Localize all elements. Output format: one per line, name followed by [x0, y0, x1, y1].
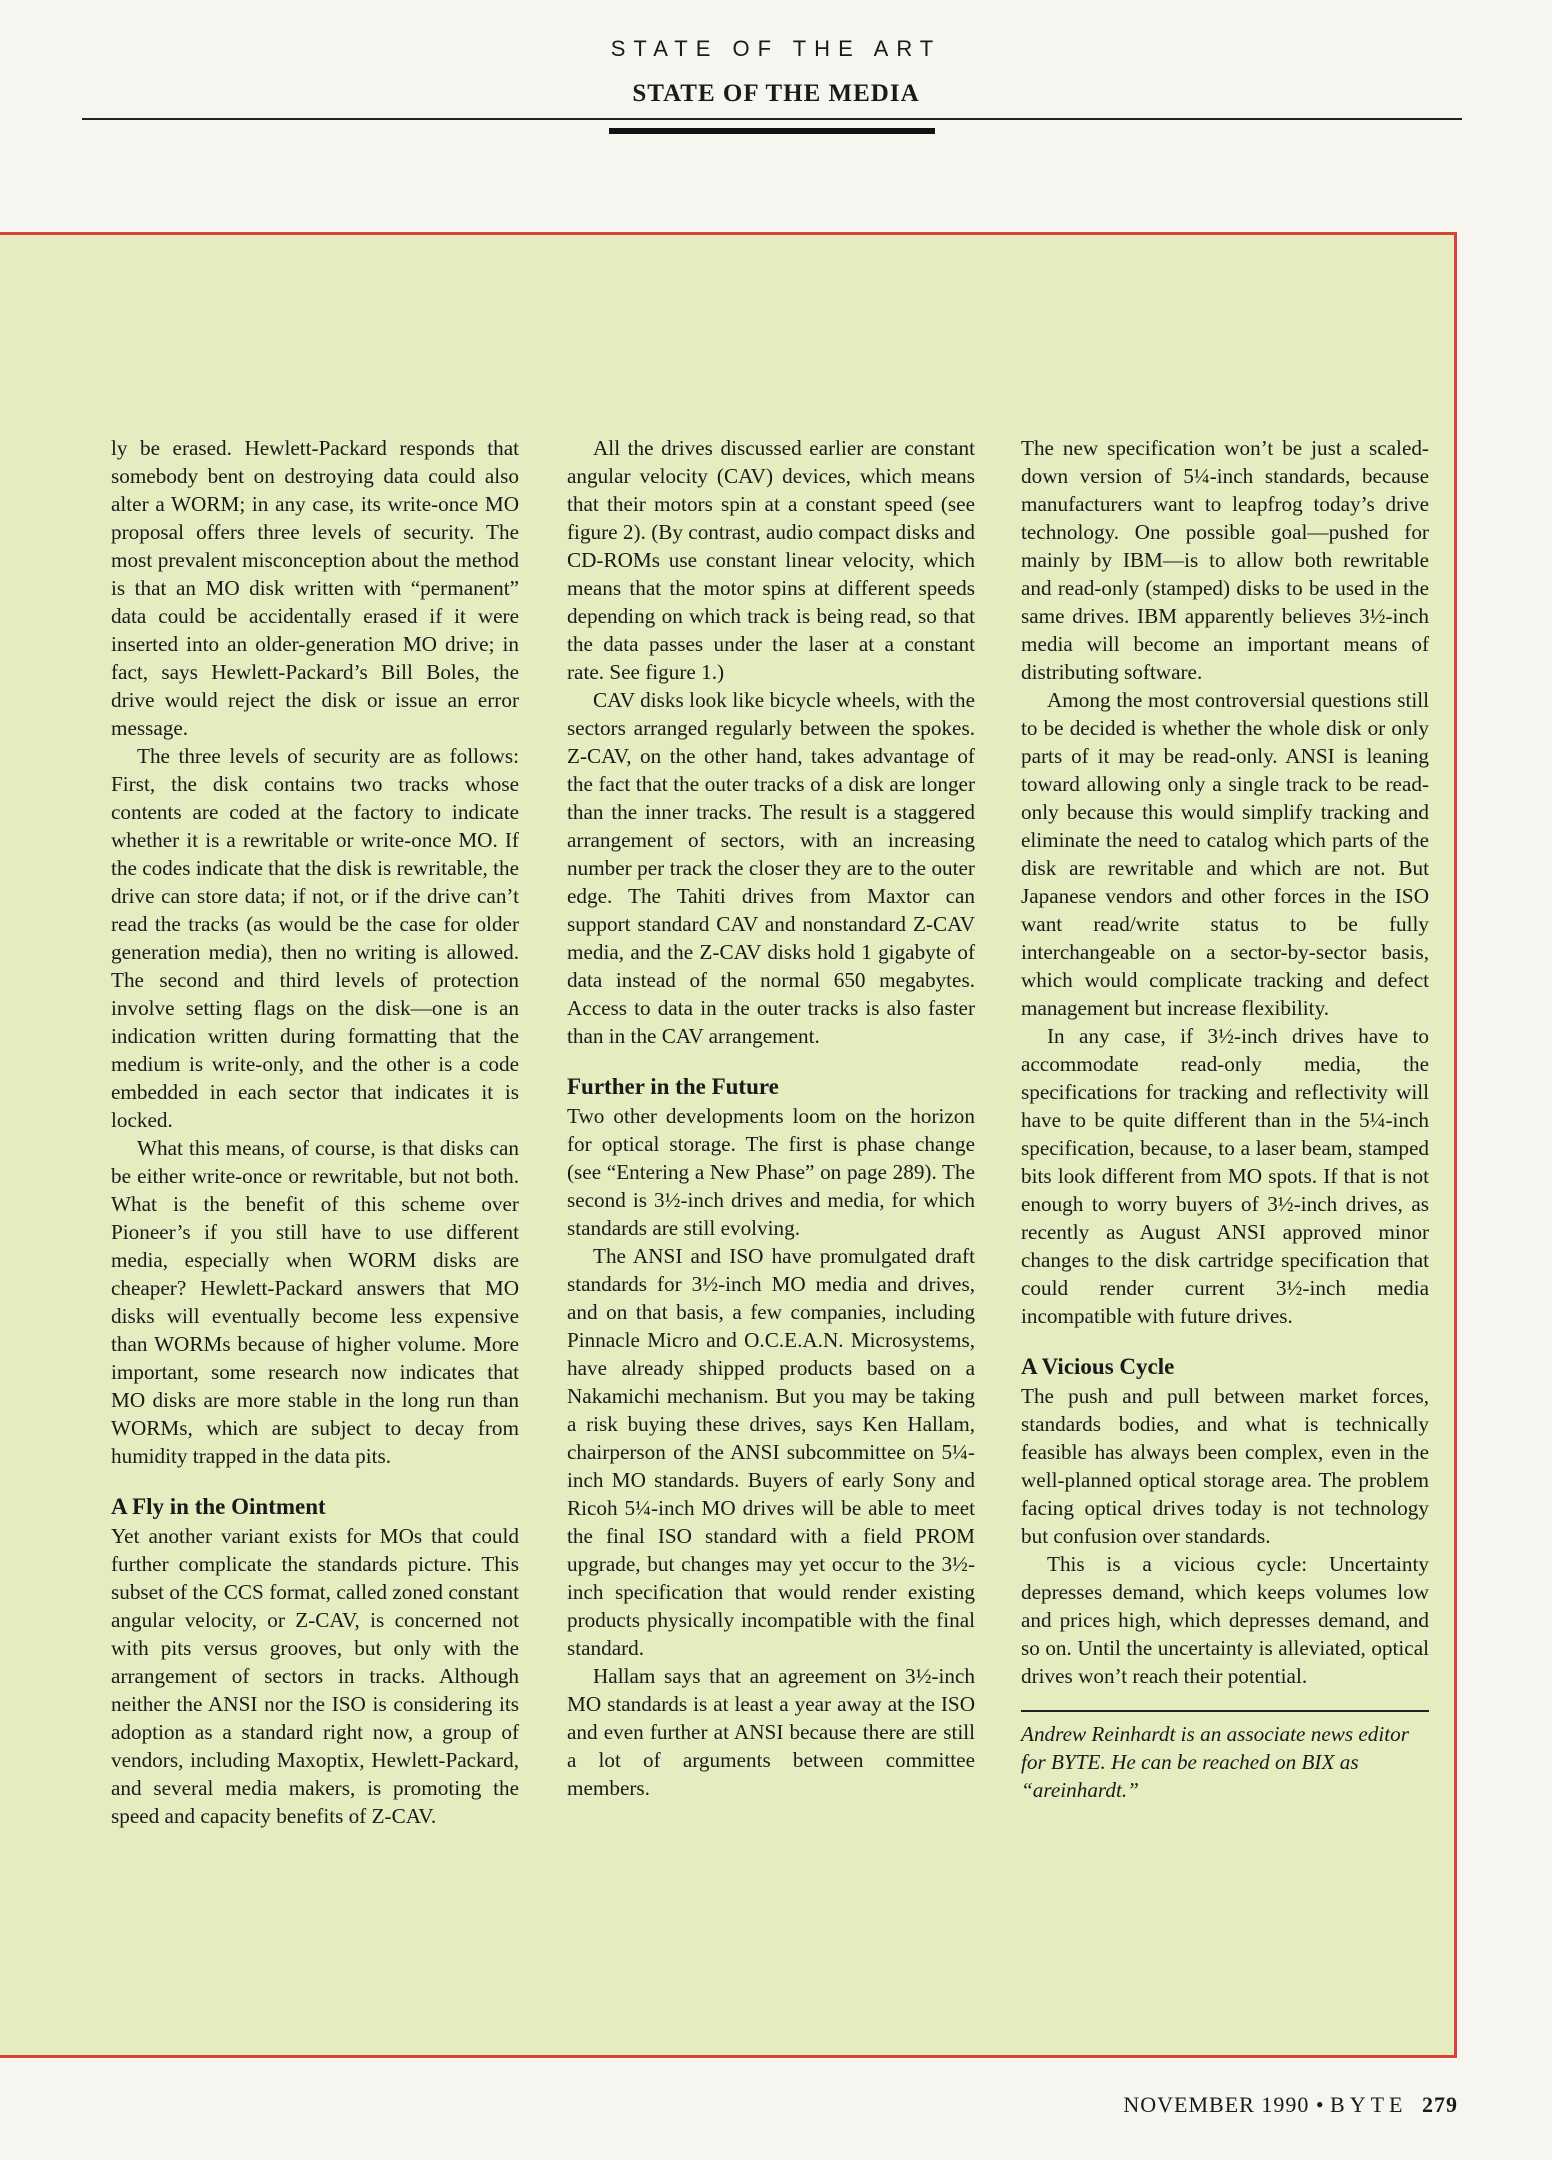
paragraph: The new specification won’t be just a scaled-down version of 5¼-inch standards, because manufacturers want to leapfrog today’s drive technology. One possible goal—pushed for mainly by IBM—is to allow both rewritable and read-only (stamped) disks to be used in the same drives. IBM apparently believes 3½-inch media will become an important means of distributing software. — [1021, 436, 1429, 684]
section-kicker: STATE OF THE ART — [610, 36, 942, 61]
header-accent-bar — [609, 128, 935, 134]
paragraph: Yet another variant exists for MOs that could further complicate the standards picture. This subset of the CCS format, called zoned constant angular velocity, or Z-CAV, is concerned not with pits versus grooves, but only with the arrangement of sectors in tracks. Although neither the ANSI nor the ISO is considering its adoption as a standard right now, a group of vendors, including Maxoptix, Hewlett-Packard, and several media makers, is promoting the speed and capacity benefits of Z-CAV. — [111, 1524, 519, 1828]
paragraph: The push and pull between market forces, standards bodies, and what is technically feasible has always been complex, even in the well-planned optical storage area. The problem facing optical drives today is not technology but confusion over standards. — [1021, 1384, 1429, 1548]
page-footer — [1123, 2092, 1458, 2118]
paragraph: Among the most controversial questions still to be decided is whether the whole disk or only parts of it may be read-only. ANSI is leaning toward allowing only a single track to be read-only because this would simplify tracking and eliminate the need to catalog which parts of the disk are rewritable and which are not. But Japanese vendors and other forces in the ISO want read/write status to be fully interchangeable on a sector-by-sector basis, which would complicate tracking and defect management but increase flexibility. — [1021, 688, 1429, 1020]
paragraph: Two other developments loom on the horizon for optical storage. The first is phase change (see “Entering a New Phase” on page 289). The second is 3½-inch drives and media, for which standards are still evolving. — [567, 1104, 975, 1240]
paragraph: What this means, of course, is that disks can be either write-once or rewritable, but not both. What is the benefit of this scheme over Pioneer’s if you still have to use different media, especially when WORM disks are cheaper? Hewlett-Packard answers that MO disks will eventually become less expensive than WORMs because of higher volume. More important, some research now indicates that MO disks are more stable in the long run than WORMs, which are subject to decay from humidity trapped in the data pits. — [111, 1136, 519, 1468]
author-bio: Andrew Reinhardt is an associate news editor for BYTE. He can be reached on BIX as “areinhardt.” — [1021, 1721, 1410, 1802]
paragraph: This is a vicious cycle: Uncertainty depresses demand, which keeps volumes low and prices high, which depresses demand, and so on. Until the uncertainty is alleviated, optical drives won’t reach their potential. — [1021, 1552, 1429, 1688]
header-rule — [82, 118, 1462, 120]
paragraph: ly be erased. Hewlett-Packard responds that somebody bent on destroying data could also alter a WORM; in any case, its write-once MO proposal offers three levels of security. The most prevalent misconception about the method is that an MO disk written with “permanent” data could be accidentally erased if it were inserted into an older-generation MO drive; in fact, says Hewlett-Packard’s Bill Boles, the drive would reject the disk or issue an error message. — [111, 436, 519, 740]
page-number: 279 — [1422, 2092, 1458, 2117]
paragraph: The ANSI and ISO have promulgated draft standards for 3½-inch MO media and drives, and on that basis, a few companies, including Pinnacle Micro and O.C.E.A.N. Microsystems, have already shipped products based on a Nakamichi mechanism. But you may be taking a risk buying these drives, says Ken Hallam, chairperson of the ANSI subcommittee on 5¼-inch MO standards. Buyers of early Sony and Ricoh 5¼-inch MO drives will be able to meet the final ISO standard with a field PROM upgrade, but changes may yet occur to the 3½-inch specification that would render existing products physically incompatible with the final standard. — [567, 1244, 975, 1660]
issue-date: NOVEMBER 1990 — [1123, 2092, 1310, 2117]
bio-rule — [1021, 1710, 1429, 1712]
paragraph: Hallam says that an agreement on 3½-inch MO standards is at least a year away at the ISO and even further at ANSI because there are still a lot of arguments between committee members. — [567, 1664, 975, 1800]
subhead: A Vicious Cycle — [1021, 1354, 1175, 1379]
paragraph: CAV disks look like bicycle wheels, with the sectors arranged regularly between the spokes. Z-CAV, on the other hand, takes advantage of the fact that the outer tracks of a disk are longer than the inner tracks. The result is a staggered arrangement of sectors, with an increasing number per track the closer they are to the outer edge. The Tahiti drives from Maxtor can support standard CAV and nonstandard Z-CAV media, and the Z-CAV disks hold 1 gigabyte of data instead of the normal 650 megabytes. Access to data in the outer tracks is also faster than in the CAV arrangement. — [567, 688, 975, 1048]
article-column-1 — [111, 434, 519, 1830]
article-column-3 — [1021, 434, 1429, 1804]
subhead: Further in the Future — [567, 1074, 779, 1099]
footer-separator: • — [1315, 2092, 1324, 2117]
subhead: A Fly in the Ointment — [111, 1494, 326, 1519]
section-title: STATE OF THE MEDIA — [632, 80, 920, 107]
paragraph: All the drives discussed earlier are constant angular velocity (CAV) devices, which means that their motors spin at a constant speed (see figure 2). (By contrast, audio compact disks and CD-ROMs use constant linear velocity, which means that the motor spins at different speeds depending on which track is being read, so that the data passes under the laser at a constant rate. See figure 1.) — [567, 436, 975, 684]
magazine-name: BYTE — [1330, 2092, 1408, 2117]
article-column-2 — [567, 434, 975, 1802]
paragraph: In any case, if 3½-inch drives have to accommodate read-only media, the specifications for tracking and reflectivity will have to be quite different than in the 5¼-inch specification, because, to a laser beam, stamped bits look different from MO spots. If that is not enough to worry buyers of 3½-inch drives, as recently as August ANSI approved minor changes to the disk cartridge specification that could render current 3½-inch media incompatible with future drives. — [1021, 1024, 1429, 1328]
paragraph: The three levels of security are as follows: First, the disk contains two tracks whose contents are coded at the factory to indicate whether it is a rewritable or write-once MO. If the codes indicate that the disk is rewritable, the drive can store data; if not, or if the drive can’t read the tracks (as would be the case for older generation media), then no writing is allowed. The second and third levels of protection involve setting flags on the disk—one is an indication written during formatting that the medium is write-only, and the other is a code embedded in each sector that indicates it is locked. — [111, 744, 519, 1132]
